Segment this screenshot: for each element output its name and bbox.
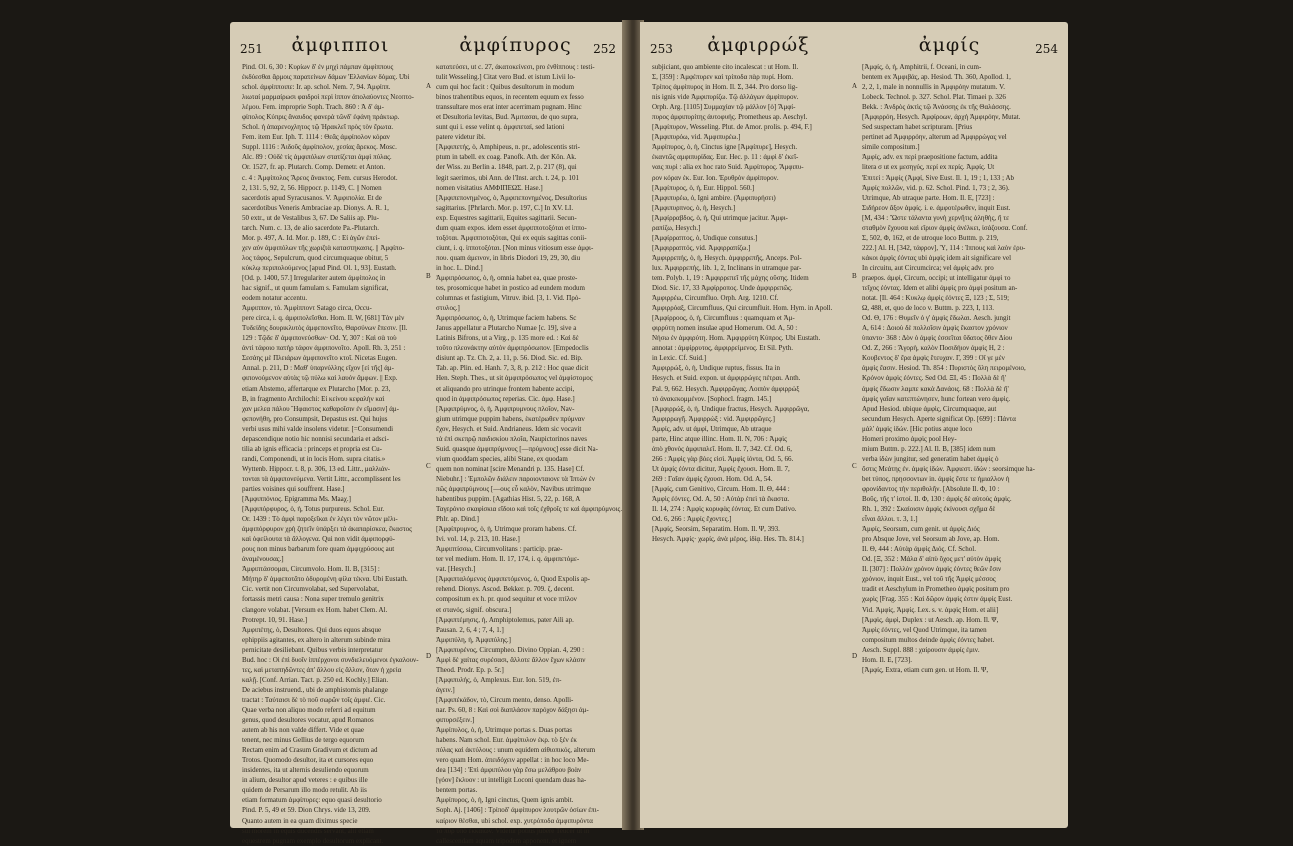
text-line: legit saerimos, ubi Ann. de l'Inst. arch. t. 24, p. 101 [436,173,579,182]
text-line: Pind. P. 5, 49 et 59. Dion Chrys. vide 13, 209. [242,806,371,815]
text-line: ἀμφὶς ἔδωσιν λαμπε κακὰ Δανάοις. 68 : Πολλὰ δὲ ἢ' [862,384,1009,393]
text-line: σταθμὸν ἔχουσα καὶ εἴριον ἀμφὶς ἀνέλκει, ἰσάζουσα. Conf. [862,223,1028,232]
text-line: Ἀμφίπυρος, ὁ, ἡ, Cinctus igne [Ἀμφίπυρε], Hesych. [652,143,798,152]
text-line: Schol. ἡ ἀπαρενοχλητος τῷ Ἡρακλεῖ πρὸς τὸν ἔρωτα. [242,123,394,132]
page-number: 251 [240,42,263,56]
text-line: Orph. Arg. [1105] Συμμαχίαν τῷ μάλλον [ὁ] Ἄμφί- [652,103,796,112]
page-header [864,28,1058,56]
text-line: λιωταί μαρμαίρωσι φαιδροὶ περὶ ἱππον ἀπολαύοντες Νεοπτο- [242,93,414,102]
text-line: Ἀμφίς, Seorsum, cum genit. ut ἀμφὶς Διός [862,525,980,534]
margin-letter: A [852,82,858,90]
text-line: Protrept. 10, 91. Hase.] [242,615,308,624]
text-line: tilia ab ignis efficacia : princeps et propria est Cu- [242,444,383,453]
text-line: Bud. hoc : Οἱ ἐπὶ δυοῖν ἱππέρχονοι συνδιελευόμενοι ἐγκαλουν- [242,655,419,664]
text-line: Ἀμφίς, adv. ut ἀμφί, Utrimque, Ab utraque [652,424,772,433]
text-line: [Ἀμφιπυρπνος, ὁ, ἡ, Hesych.] [652,203,736,212]
text-line: Suppl. 1116 : Ἀιδοῦς ἀμφίπολον, χεσίας ἄρεκος. Mosc. [242,143,397,152]
text-line: ciunt, i. q. ἱπποτοξόται. [Non minus vitiosum esse ἀμφι- [436,243,594,252]
text-line: φιπυρσέξειν.] [436,716,475,725]
text-line: [Od. p. 1400, 57.] Irregulariter autem ἀμφίπολος in [242,273,386,282]
text-line: χεν αὐν ἀμφιπόλων τῆς χωριζτὰ καταστηκασις. || Ἀμφίπο- [242,243,405,252]
text-line: ἀναμένουσας.] [242,555,284,564]
text-line: Mor. p. 497, A. Id. Mor. p. 189, C : Εἰ ἀγῶν ἐπεί- [242,233,380,242]
text-line: pertinet ad Ἀμφιρρόην, alterum ad Ἀμφιρρώγας vel [862,133,1007,142]
text-line: parte, Hinc atque illinc. Hom. Il. N, 706 : Ἀμφὶς [652,434,787,443]
text-line: 266 : Ἀμφὶς γὰρ βόες εἰσὶ. Ἀμφὶς ἰόντα, Od. 5, 66. [652,454,794,463]
text-line: Homeri proximo ἀμφὶς pool Hey- [862,434,957,443]
text-line: Lobeck. Technol. p. 327. Schol. Plat. Timaei p. 326 [862,93,1006,102]
text-line: [Ἀμφίς, ὁ, ἡ, Amphitrii, f. Oceani, in cum- [862,63,982,71]
text-line: Janus appellatur a Plutarcho Numae [c. 19], sive a [436,324,577,333]
text-line: Quanto autem in ea quam diximus specie [242,816,358,825]
text-line: Od. 6, 266 : Ἀμφίς ἔχοντες.] [652,515,732,524]
text-line: hac signif., ut quum famulam s. Famulam significat, [242,284,389,293]
text-line: et στανός, signif. obscura.] [436,605,512,614]
text-line: columnas et fastigium, Vitruv. ibid. [3, 1. Vid. Πρό- [436,294,581,303]
text-line: άγειν.] [436,685,455,694]
text-line: Ἀμφὶ δὲ χαίτας συρέσασι, ἄλλοτε ἄλλον ἔχων κλάσιν [436,655,586,664]
text-line: disiunt ap. Tz. Ch. 2, a. 11, p. 56. Diod. Sic. ed. Bip. [436,354,583,363]
text-line: Or. 1527, fr. ap. Plutarch. Comp. Demetr. et Anton. [242,163,386,172]
text-line: Κουβεντος δ' ἔρα ἀμφὶς ἔτευχαν. Γ, 399 : Οἵ γε μὲν [862,354,1005,363]
text-line: ter vel medium. Hom. Il. 17, 174, i. q. ἀμφιπετόμε- [436,555,580,564]
text-line: lux. Ἀμφιρρεπής, lib. 1, 2, Inclinans in utramque par- [652,263,802,272]
text-line: λέμου. Fem. improprie Soph. Trach. 860 : Ἀ δ' ἀμ- [242,103,385,112]
text-line: annotat : ἀμφίρρυτος, ἀμφιρρείμενος. Et Sil. Pyth. [652,344,794,353]
text-line: quem non nominat [scire Menandri p. 135. Hase] Cf. [436,464,585,473]
page-251 [230,22,428,845]
text-line: transsultare mos erat inter acerrimam pugnam. Hinc [436,103,582,112]
text-line: sagittarius. [Phrlarch. Mor. p. 197, C.] In XV. LI. [436,203,574,212]
text-line: [Ἀμφίρροος, ὁ, ἡ, Circumfluus : quamquam et Ἀμ- [652,314,795,323]
text-line: [Ἀμφίς, Seorsim, Separatim. Hom. Il. Ψ, 393. [652,525,780,534]
text-line: Vid. Ἀμφίς, Ἀμφίς. Lex. s. v. ἀμφὶς Hom. et alii] [862,605,999,614]
text-line: ρους non minus barbarum fore quam ἀμφιχρύσους aut [242,545,395,554]
text-line: c. 4 : Ἀμφίπολος Ἄρεος ἄνακτος. Fem. cursus Herodot. [242,173,398,182]
text-line: Ἀμφίς πολλῶν, vid. p. 62. Schol. Pind. 1, 73 ; 2, 36). [862,183,1010,192]
text-line: [Ἀμφιπυρέω, ὁ, Igni ambire. (Ἀμφιπυρήσει) [652,193,776,202]
text-line: habentibus puppim. [Agathias Hist. 5, 22, p. 168, A [436,495,581,504]
text-line: καλῇ. [Conf. Arrian. Tact. p. 250 ed. Kochly.] Elian. [242,675,389,684]
text-line: callescendam aquam tripodem apponent, et ignem [436,836,577,845]
text-line: [Ἀμφίς, cum Genitivo, Circum. Hom. Il. Θ, 444 : [652,484,790,493]
text-line: [Ἀμφιπόρφυρος, ὁ, ἡ, Totus purpureus. Schol. Eur. [242,505,385,514]
text-line: tarch. Num. c. 13, de alio sacerdote Pa.-Plutarch. [242,223,380,232]
page-headword: ἀμφιπποι [291,34,390,56]
text-line: depascendique notio hic nonnisi secundaria et adsci- [242,434,389,443]
text-line: nar. Ps. 60, 8 : Καὶ σοὶ διαπλάσον παρόχον δάξησι ἀμ- [436,706,589,714]
text-line: κάκοι ἀμφὶς ἐόντας ubi ἀμφὶς idem ait significare vel [862,253,1012,262]
text-line: Od. Ζ, 266 : Ἄγορὴ, καλὸν Ποσιδήιον ἀμφὶς Η, 2 : [862,344,1005,353]
text-line: Ἀμφίπυλος, ὁ, ἡ, Utrimque portas s. Duas portas [436,726,572,735]
text-line: [Ἀμφιπταλόμενος ἀμφιπετόμενος, ὁ, Quod Expolis ap- [436,575,590,584]
left-sheet [230,22,626,845]
page-253 [640,22,854,828]
text-line: 50 extr., ut de Vestalibus 3, 67. De Saliis ap. Plu- [242,213,379,222]
text-line: autem ab his non valde differt. Vide et quae [242,726,364,735]
text-line: φιπονούμενον αὐτὰς τῷ πύλω καὶ λαυόν ἄμφων. || Exp. [242,374,398,383]
text-line: binos trahentibus equos, in recentem equum ex fesso [436,93,584,102]
text-line: τὸ πῦρ ὑπὸ ἐκκαίων. Videtur potius jubere Teucer ut in [436,826,590,835]
text-line: Ω, 488, et, quo de loco v. Buttm. p. 223, Ι, 113. [862,304,995,313]
text-line: Annal. p. 211, D : Μαθ' ὑπαρνύλλης εἴχον [εἰ τῆς] ἀμ- [242,364,394,373]
text-line: ἀμφὶς ἔασιν. Hesiod. Th. 854 : Πυριστὸς ὅλη πειρομένοιο, [862,364,1026,373]
text-line: Utrimque, Ab utraque parte. Hom. Il. E, [723] : [862,193,995,202]
page-number: 254 [1035,42,1058,56]
text-line: vero quam Hom. ἀπειδόχειν appellat : in hoc loco Me- [436,756,589,765]
text-line: ἀμφιπόρφυρον χρὴ ζητεῖν ὑπάρξει τὰ ἀκαπαρίσκεα, ἕκαστος [242,525,412,534]
margin-letter: A [426,82,432,90]
text-line: Ἀμφιπρόσωπος, ὁ, ἡ, omnia habet ea, quae proste- [436,273,578,282]
text-line: genus, quod desultores vocatur, apud Romanos [242,716,374,725]
text-line: Νήσω ἐν ἀμφιρύτη. Hom. Ἀμφιρρύτη Κύπρος. Ubi Eustath. [652,334,821,343]
text-line: in alium, desultor apud veteres : e quibus ille [242,776,368,785]
page-headword: ἀμφίπυρος [459,34,572,56]
text-line: ἔχον, Hesych. et Suid. Andrianeus. Idem sic vocavit [436,424,582,433]
text-line: ἐκαντῶς αμφιπυρίδας. Eur. Hec. p. 11 : ἀμφὶ δ' ἐκεῖ- [652,153,799,162]
text-line: φιρρύτη nomen insulae apud Homerum. Od. A, 50 : [652,324,798,333]
margin-letter: B [852,272,857,280]
text-line: Apud Hesiod. ubique ἀμφὶς, Circumquaque, aut [862,404,997,413]
text-line: sui morem in equis ducendis servant, alii etiam [242,826,374,835]
text-line: sunt qui i. esse velint q. ἀμφιπεταί, sed lationi [436,123,565,132]
page-header [650,28,844,56]
text-line: Ἀμφὶς ἐόντες. Od. Α, 50 : Αὐτὰρ ἐπεὶ τὰ ἕκαστα. [652,495,790,504]
text-line: [Ἀμφὶς, ἀμφὶ, Duplex : ut Aesch. ap. Hom. Il. Ψ, [862,615,999,624]
text-line: Ut ἀμφίς ἐόντα dicitur, Ἀμφίς ἔχουσι. Hom. Il. 7, [652,464,790,473]
page-header [240,28,418,56]
text-line: που. quam ἀμεινον, in libris Diodori 19, 29, 30, diu [436,253,581,262]
text-line: et Desultoria levitas, Bud. Ἀμιτασαι, de quo supra, [436,113,579,122]
text-line: compositum ex h. pr. quod sequitur et voce πτίλον [436,595,577,604]
text-line: 129 : Τῷδε δ' ἀμφιπονεύσθων· Od. Υ, 307 : Καὶ σὰ τοὺ [242,334,397,343]
text-line: Βοῦς, τῆς τ' ἱστοί. Il. Φ, 130 : ἀμφὶς δὲ αὐτοὺς ἀμφὶς. [862,495,1012,504]
page-number: 253 [650,42,673,56]
text-line: [γόον] ἔκλυον : ut intelligit Loconi quendam duas ha- [436,776,587,785]
text-line: bet τύπος, πρησσοντων in. ἀμφὶς ἔστε τε ἡμιαλλον ἡ [862,474,1010,483]
text-line: Σιδήρεον ἄξον ἀμφίς. i. e. ἀμφοτέρωθεν, inquit Eust. [862,203,1011,212]
text-line: Phlr. ap. Dind.] [436,515,479,524]
text-line: vat. [Hesych.] [436,565,476,574]
text-line: τεῖχος ἐόντας. Idem et alibi ἀμφὶς pro ἀμφὶ positum an- [862,284,1018,293]
text-line: patere videtur ibi. [436,133,486,142]
text-line: [Ἀμφιπεπονημένος, ὁ, Ἀμφιπεπονημένος, Desultorius [436,193,587,202]
text-line: Ἀμφιπύλη, ἡ, Ἀμφιπύλης.] [436,635,511,644]
text-line: ἀντὶ τάφοιο πατὴρ τάφον ἀμφιπονοῖτο. Apoll. Rh. 3, 251 : [242,344,406,353]
text-line: εἶναι ἄλλοι. τ. 3, 1.] [862,515,918,524]
text-line: Wyttenb. Hippocr. t. 8, p. 306, 13 ed. Littr., μαλλιάν- [242,464,391,473]
text-line: φίπολος Κύπρις ἄναυδος φανερὰ τῶνδ' ἐφάνη πράκτωρ. [242,113,400,122]
text-line: pernicitate desiliebant. Quibus verbis interpretatur [242,645,383,654]
text-line: τὸ ἀνακεκομμένον. [Sophocl. fragm. 145.] [652,394,772,403]
text-line: Od. [Ξ, 352 : Μάλα δ' αἰπὺ ὄχος μετ' αὐτὸν ἀμφὶς [862,555,1002,564]
text-line: eodem notatur accentu. [242,294,308,303]
text-line: compositum multos deinde ἀμφὶς ἐόντες habet. [862,635,995,644]
margin-letter: D [426,652,432,660]
text-line: tractat : Ταύταισι δὲ τὸ ποῦ σωρῶν τοῖς ἀμφιέ. Cic. [242,695,386,704]
text-line: Hen. Steph. Thes., ut sit ἀμφιπρόσωπος vel ἀμφίστομος [436,374,593,383]
text-line: dum quam expos. idem esset ἀμφιπποτοξόται et ἱππο- [436,223,587,232]
text-line: [Ἀμφίς, Extra, etiam cum gen. ut Hom. Il. Ψ, [862,665,989,674]
text-line: [Ἀμφιπτέμησις, ἡ, Amphiptolemus, pater Aili ap. [436,615,574,624]
text-line: sacerdotis apud Syracusanos. V. Ἀμφιπολία. Et de [242,193,382,202]
text-line: Ἀμφίς, adv. ex περί praepositione factum, addita [862,153,998,162]
text-line: στυλος.] [436,304,460,313]
right-sheet [640,22,1068,828]
text-line: πύλας καὶ ἀκτύλους : unum equidem αἱθιοπικός, alterum [436,746,596,755]
text-line: Ἀμφιπτάσσομαι, Circumvolo. Hom. Il. B, [315] : [242,565,380,574]
text-line: B, in fragmento Archilochi: Εἰ κείνου κεφαλὴν καὶ [242,394,385,403]
text-line: Σεσάης μὲ Πλειάρων ἀμφιπονεῖτο κτοῖ. Nicetas Eugen. [242,354,398,363]
text-line: φεπονήθη, pro Consumpsit, Depastus est. Qui hujus [242,414,388,423]
text-line: mium Buttm. p. 222.] Al. Il. B, [385] idem num [862,444,996,453]
text-line: sacerdotibus Veneris Ambraciae ap. Dionys. A. R. 1, [242,203,389,212]
text-line: pro Absque Jove, vel Seorsum ab Jove, ap. Hom. [862,535,1000,544]
text-line: quidem de Persarum illo modo retulit. Ab iis [242,786,367,795]
text-line: πῶς ἀμφιπρύμνους [—ους εὖ καλὸν, Navibus utrimque [436,484,591,493]
text-line: Sed suspectam habet scripturam. [Prius [862,123,973,132]
text-line: dea [134] : Ἐπὶ ἀμφιπύλου γὰρ ἔσω μελάθρου βοὰν [436,766,582,775]
text-line: et aliquando pro utrinque frontem habente accipi, [436,384,575,393]
text-line: ἀπὸ χθονὸς ἀμφιπαλεῖ. Hom. Il. 7, 342. Cf. Od. 6, [652,444,792,453]
text-line: 269 : Γαῖαν ἀμφὶς ἔχουσι. Hom. Od. A, 54. [652,474,773,483]
text-line: praepos. ἀμφί, Circum, occipi; ut intelligatur ἀμφὶ το [862,273,1011,282]
page-header [438,28,616,56]
text-line: nis ignis vide Ἀμφιπυρίζω. Τῷ ἀλλάγων ἀμφίπυρον. [652,93,799,102]
text-line: Il. Θ, 444 : Αὐτὰρ ἀμφὶς Διός. Cf. Schol. [862,545,976,554]
text-line: Pind. Ol. 6, 30 : Κυρίων δ' ἐν μηχὶ πάμπαν ἀμφίππους [242,63,394,71]
text-line: Σ, [359] : Ἀμφέπυρεν καὶ τρίποδα πὰρ πυρί. Hom. [652,73,794,82]
text-line: Σ, 502, Φ, 162, et de utroque loco Buttm. p. 219, [862,233,999,242]
text-line: Ἀμφιπέτης, ὁ, Desultores. Qui duos equos absque [242,625,382,634]
text-line: πυρος ἀμφιπυρίτης ἀυτοφυής. Prometheus ap. Aeschyl. [652,113,808,122]
text-line: χρόνιον, inquit Eust., vel τοῦ τῆς Ἀμφὶς μέσσος [862,575,996,584]
text-line: vium quoddam species, alibi Stane, ex quodam [436,454,568,463]
margin-letter: D [852,652,858,660]
text-line: 222.] Al. Η, [342, τάφρον], Ὑ, 114 : Ἱππους καὶ λαὸν ἐρυ- [862,243,1026,252]
text-line: [Ἀμφιρραπτός, vid. Ἀμφιρραπίζω.] [652,243,751,252]
text-line: Quae verba non aliquo modo referri ad equitum [242,706,376,714]
text-line: Ἀμφὶς ἐόντες, vel Quod Utrimque, ita tamen [862,625,987,634]
text-line: In circuitu, aut Circumcirca; vel ἀμφὶς adv. pro [862,263,994,272]
page-252 [428,22,626,845]
text-line: verbi usus mihi valde insolens videtur. [=Consumendi [242,424,394,433]
text-line: ἀμφὶς γαῖαν κατεπτώνησεν, hunc fortean vero ἀμφὶς. [862,394,1011,403]
text-line: clangore volabat. [Versum ex Hom. habet Clem. Al. [242,605,388,614]
text-line: μάλ' ἀμφὶς ἰδών. [Hic potius atque loco [862,424,973,433]
text-line: καίριον θέσθαι, ubi schol. exp. χυτρόποδα ἀμφιπυρόντα [436,816,593,825]
text-line: Tab. ap. Plin. ed. Hanh. 7, 3, 8, p. 212 : Hoc quae dicit [436,364,589,373]
text-line: etiam formatum ἀμφίπυρες: equo quasi desultorio [242,796,382,805]
text-line: Niebuhr.] : Ἐμπολῶν διάλειν παροιονταιονε τὰ Ἰπτών ἐν [436,474,595,483]
text-line: Ἀμφιρρεπής, ὁ, ἡ, Hesych. ἀμφιρρεπῆς, Anceps. Pol- [652,253,802,262]
text-line: τοξόται. Ἀμφιπποτοξόται, Qui ex equis sagittas conii- [436,233,587,242]
text-line: habens. Nam schol. Eur. ἀμφίπυλον ἐκρ. τὸ ξέν ἐκ [436,736,577,745]
text-line: parties voisines qui souffrent. Hase.] [242,484,345,493]
text-line: rehend. Dionys. Ascod. Bekker. p. 709. ζ, decent. [436,585,575,594]
text-line: nomen visitatius ΑΜΦΙΠΕΩΣ. Hase.] [436,183,543,192]
text-line: Diod. Sic. 17, 33 Ἀμφίρροπος. Unde ἀμφιρρεπῶς. [652,284,793,293]
text-line: Τρίπος ἀμφίπυρος in Hom. Il. Σ, 344. Pro dorso lig- [652,83,798,92]
text-line: [Ἀμφιππόνιος. Epigramma Ms. Maaχ.] [242,495,351,504]
text-line: equestrem pugnam exemplo desultorum explicant. [242,836,384,845]
text-line: τοῦτο πλεονάκτην αὐτὸν ἀμφιπρόσωπον. [Empedoclis [436,344,589,353]
text-line: [Ἀμφιπυλής, ὁ, Amplexus. Eur. Ion. 519, ἐπ- [436,675,562,684]
text-line: Il. 14, 274 : Ἀμφὶς κορυφὰς ἐόντας. Et cum Dativo. [652,505,797,514]
text-line: tenent, nec minus Gellius de tergo equorum [242,736,365,745]
text-line: tradit et Aeschylum in Prometheo ἀμφὶς positum pro [862,585,1010,594]
text-line: [Ἀμφιρρώξ, ὁ, ἡ, Undique fractus, Hesych. Ἀμφιρρῶγα, [652,404,810,413]
text-line: Soph. Aj. [1406] : Τρίποδ' ἀμφίπυρον λουτρῶν ὁσίων ἐπι- [436,806,599,815]
text-line: in hoc. L. Dind.] [436,263,483,272]
text-line: χωρὶς [Frag. 355 : Καὶ δῶρον ἀμφὶς ἐστιν ἀμφίς Eust. [862,595,1013,604]
text-line: Hesych. et Suid. expon. ut ἀμφιρρώγες πέτραι. Anth. [652,374,801,383]
text-line: notat. [Il. 464 : Κυκλῳ ἀμφὶς ἐόντες Ξ, 123 ; Σ, 519; [862,294,1010,303]
text-line: in Lexic. Cf. Suid.] [652,354,707,363]
text-line: pere circa, i. q. ἀμφιπολεῖσθαι. Hom. Il. W, [681] Τὰν μὲν [242,314,405,323]
text-line: καὶ ὀφείλουτα τὰ ἄλλογενα. Qui non vidit ἀμφιπορφύ- [242,535,395,544]
text-line: [Ἀμφίπρυμνος, ὁ, ἡ, Utrimque proram habens. Cf. [436,525,577,534]
text-line: ἐκδύεσθαι ἄρμοις παρατείνων δάμων Ἑλλανίων δόμας. Ubi [242,73,410,82]
text-line: ρον κόραν ἐκ. Eur. Ion. Ἐρυθρὸν ἀμφίπυρον. [652,173,779,182]
page-254 [854,22,1068,828]
text-column [652,62,848,818]
text-line: Od. Θ, 176 : Θυμεῖν ὁ γ' ἀμφὶς ἔδωλαι. Aesch. jungit [862,314,1011,323]
text-line: Il. [307] : Πολλὸν χρόνον ἀμφὶς ἐόντες θεῶν ἔσιν [862,565,1002,574]
text-line: Rh. 1, 392 : Σκαίοισιν ἀμφὶς ἐκίνουσι σχῆμα δὲ [862,505,996,514]
text-line: quod in ἀμφιπρόσωπος reperias. Cic. ἀμφ. Hase.] [436,394,575,403]
text-line: [Ἀμφιπυρένος, Circumpheo. Divino Oppian. 4, 290 : [436,645,585,654]
text-line: Pausan. 2, 6, 4 ; 7, 4, 1.] [436,625,504,634]
text-line: [Ἀμφίρραπτος, ὁ, Undique consutus.] [652,233,758,242]
text-line: tulit Wesseling.] Citat vero Bud. et istum Livii lo- [436,73,576,82]
text-line: Τυδείδης δουρικλυτὸς ἀμφεπονεῖτο, Θαρσύνων ἔπεσιν. [Il. [242,324,408,333]
text-line: bentem portas. [436,786,478,795]
text-line: [Ἀμφίρραβδος, ὁ, ἡ, Qui utrimque jacitur. Ἀμφι- [652,213,788,222]
page-headword: ἀμφιρρώξ [707,34,810,56]
text-line: 2, 2, 1, male in nonnullis in Ἀμφιρόην mutatum. V. [862,83,1006,92]
text-line: Κρόνον ἀμφὶς ἐόντες. Sed Od. ΞΙ, 45 : Πολλὰ δὲ ἢ' [862,374,1006,383]
text-line: Fem. item Eur. Iph. T. 1114 : Θεᾶς ἀμφίπολον κόραν [242,133,390,142]
text-line: τὰ ἐπὶ σκεπρῷ παιδισκίου πλοῖα, Naupictorinos naves [436,434,587,443]
text-line: tes, prosomicque habet in postico ad eundem modum [436,284,585,293]
text-line: [Ἀμφίπυρον, Wesseling. Plut. de Amor. prolis. p. 494, F.] [652,123,812,132]
text-line: simile compositum.] [862,143,920,152]
text-line: De aciebus instruend., ubi de amphistomis phalange [242,685,388,694]
text-line: Ἀμφίπυρος, ὁ, ἡ, Igni cinctus, Quem ignis ambit. [436,796,574,805]
text-line: φρονίδαντος τὴν περιθολῆν. [Absolute Il. Φ, 10 : [862,484,1000,493]
text-line: litera σ ut ex μεσηγύς, περί ex περίς. Ἀμφίς. Ut [862,163,995,172]
text-line: etiam Abstemo, affertarque ex Plutarcho [Mor. p. 23, [242,384,391,393]
text-line: Ἀμφιππον, τὸ. Ἀμφίπποντ Satago circa, Occu- [242,304,372,313]
text-line: Latinis Bifrons, ut a Virg., p. 135 more ed. : Καὶ δὲ [436,334,579,343]
text-line: Rectam enim ad Crasum Gradivum et dictum ad [242,746,378,755]
text-line: Hom. Il. Ε, [723]. [862,655,912,664]
text-line: Ταγερόνιο σκαφίσκια εἴδοιο καὶ τοῖς ἐχθροῖς τε καὶ ἀμφιπρύμνοις. [436,505,623,514]
text-line: τονται τὰ ἀμφιπονεύμενα. Vertit Littr., accomplissent les [242,474,401,483]
margin-letter: C [852,462,857,470]
text-line: τες, καὶ μεταπηδῶντες ἀπ' ἄλλου εἰς ἄλλον, ὅταν ἡ χρεία [242,665,402,674]
text-column [862,62,1056,818]
text-line: fortassis metri causa : Nona super tremulo genitrix [242,595,384,604]
text-line: ephippiis agitantes, ex altero in alterum subinde mira [242,635,391,644]
text-line: secundum Hesych. Aperte significat Op. [699] : Πάντα [862,414,1016,423]
text-line: Cic. vertit non Circumvolabat, sed Supervolabat, [242,585,379,594]
text-line: κύκλῳ περιπολούμενος [apud Pind. Ol. 1, 93]. Eustath. [242,263,397,272]
text-line: ραπίζω, Hesych.] [652,223,701,232]
text-line: Theod. Prodr. Ep. p. 5r.] [436,665,504,674]
margin-letter: C [426,462,431,470]
page-number: 252 [593,42,616,56]
text-line: Aesch. Suppl. 888 : χαίρουσιν ἀμφίς ἐμιν. [862,645,980,654]
text-line: [Ἀμφιπρύμνος, ὁ, ἡ, Ἀμφιπρυμνους πλοῖον, Nav- [436,404,575,413]
text-line: Ἀμφιπρόσωπος, ὁ, ἡ, Utrimque faciem habens. Sc [436,314,577,323]
text-line: cum qui hoc facit : Quibus desultorum in modum [436,83,575,92]
text-line: ὑπαντο· 368 : Δὸν ὁ ἀμφὶς ἐσσεῖται ὕδατος ὅθεν Δίου [862,334,1013,343]
text-line: Μήτηρ δ' ἀμφεποτᾶτο ὀδυρομένη φίλα τέκνα. Ubi Eustath. [242,575,408,584]
text-line: [Ἀμφιπυρόω, vid. Ἀμφιπυρέω.] [652,133,741,142]
text-line: gium utrimque puppim habens, ἑκατέρωθεν πρύμναν [436,414,585,423]
text-line: Alc. 89 : Οὐδὲ τίς ἀμφιπόλων στατίζεται ἀμφὶ πύλας. [242,153,392,162]
text-line: schol. ἀμφίπποιπε: Ir. ap. schol. Nem. 7, 94. Ἀμφίππ. [242,83,391,92]
text-line: Ἀμφιρρέω, Circumfluo. Orph. Arg. 1210. Cf. [652,294,779,303]
text-column [242,62,422,845]
text-line: [Ἀμφιπέκάδον, τὸ, Circum mento, denso. Apolli- [436,695,574,704]
text-line: Suid. quasque ἀμφιπρύμνους [—πρύμνους] esse dicit Na- [436,444,598,453]
text-line: ptum in tabell. ex coag. Panofk. Ath. der Kön. Ak. [436,153,577,162]
text-line: κατατεύσει, ut c. 27, ἀκατοκείνεσι, pro ἐνθίππους : testi- [436,63,595,71]
text-line: χαν μελεα πάλου Ἥφαιστος καθαροῖσιν ἐν εἴμασιν] ἀμ- [242,404,399,413]
text-line: Ἐπιτεί : Ἀμφίς (Ἀμφί, Sive Eust. Il. 1, 19 ; 1, 133 ; Ab [862,173,1015,182]
text-line: Bekk. : Ἀνδρὸς ἀκτὶς τῷ Ἀνάσσης ἐκ τῆς Θαλάσσης. [862,103,1011,112]
text-line: Ἀμφιρρωγῆ. Ἀμφιρρώξ : vid. Ἀμφιρρῶγες.] [652,414,776,423]
text-line: Hesych. Ἀμφίς· χωρίς, ἀνὰ μέρος, ἰδίᾳ. Hes. Th. 814.] [652,535,804,544]
text-line: Ἀμφιρρόαξ, Circumfluus, Qui circumfluit. Hom. Hym. in Apoll. [652,304,833,313]
text-line: randi, Componendi, ut in locis Hom. supra citatis.» [242,454,386,463]
text-line: λος τάφος, Sepulcrum, quod circumquaque obitur, 5 [242,253,389,262]
text-line: [M, 434 : Ὣστε τάλαντα γυνὴ χερνῆτις ἀληθὴς, ἥ τε [862,213,1010,222]
text-column [436,62,623,845]
text-line: bentem ex Ἀμφιβάς, ap. Hesiod. Th. 360, Apollod. 1, [862,73,1011,82]
text-line: der Wiss. zu Berlin a. 1848, part. 2, p. 217 (8), qui [436,163,577,172]
text-line: ναις πυρὶ : alia ex hoc rato Suid. Ἀμφίπυρος. Ἄμφιπυ- [652,163,804,172]
text-line: Trotos. Quomodo desultor, ita et cursores equo [242,756,374,765]
page-headword: ἀμφίς [918,34,981,56]
text-line: subjiciant, quo ambiente cito incalescat : ut Hom. Il. [652,63,799,71]
text-line: [Ἀμφίπυρος, ὁ, ἡ, Eur. Hippol. 560.] [652,183,755,192]
text-line: insidentes, ita ut alternis desuliendo equorum [242,766,369,775]
text-line: Pal. 9, 662. Hesych. Ἀμφιρρῶγας. Λοιπὸν ἀμφιρρώξ [652,384,800,393]
text-line: Ἀμφιρρώξ, ὁ, ἡ, Undique ruptus, fissus. Ita in [652,364,780,373]
text-line: [Ἀμφιπετής, ὁ, Amphipeus, n. pr., adolescentis stri- [436,143,580,152]
text-line: verba ἰδὼν jungitur, sed generatim habet ἀμφὶς ὁ [862,454,999,463]
text-line: ὄστις Μεάτης ἐν. ἀμφὶς ἰδών. Ἀμφιεστ. ἰδὼν : seorsimque ha- [862,464,1035,473]
text-line: exp. Equestres sagittarii, Equites sagittarii. Secun- [436,213,577,222]
margin-letter: B [426,272,431,280]
text-line: Or. 1439 : Τὸ ἀμφὶ παροξεῖκαι ἐν λέγει τὸν νῶτον μέλι- [242,515,398,524]
text-line: Ivi. vol. 14, p. 213, 10. Hase.] [436,535,520,544]
text-line: Ἀμφιπτίσσω, Circumvolitans : particip. prae- [436,545,563,554]
text-line: [Ἀμφιρρόη, Hesych. Ἀμφίροων, ἀρχή Ἀμφιρόην, Mutat. [862,113,1021,122]
text-line: A, 614 : Δοιοὺ δὲ πολλοῖσιν ἀμφὶς ἔκαστον χρόνιον [862,324,1008,333]
text-line: 2, 131. 5, 92, 2, 56. Hippocr. p. 1149, C. || Nomen [242,183,382,192]
text-line: tem. Polyb. 1, 19 : Ἀμφιρρεπεῖ τῆς μάχης οὔσης. Itidem [652,273,809,282]
